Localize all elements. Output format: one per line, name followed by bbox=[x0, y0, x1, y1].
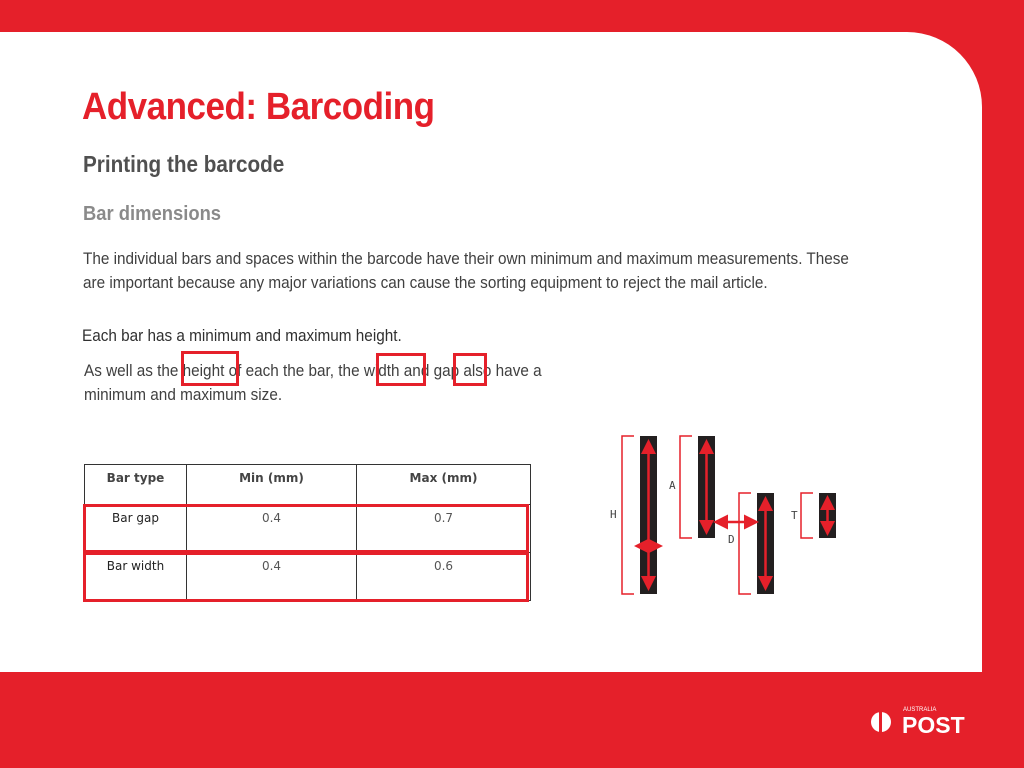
slide-title: Advanced: Barcoding bbox=[82, 86, 435, 128]
a-bracket bbox=[680, 436, 692, 538]
h-bracket bbox=[622, 436, 634, 594]
logo-small-text: AUSTRALIA bbox=[903, 707, 937, 713]
logo-main-text: POST bbox=[902, 712, 965, 738]
label-d: D bbox=[728, 533, 735, 546]
highlight-gap bbox=[453, 353, 487, 386]
highlight-width bbox=[376, 353, 426, 386]
highlight-row-bar-gap bbox=[83, 504, 529, 553]
highlight-height bbox=[181, 351, 239, 386]
height-paragraph: Each bar has a minimum and maximum height. bbox=[82, 326, 402, 345]
table-header-cell: Min (mm) bbox=[187, 465, 357, 505]
table-cell: 0.4 bbox=[187, 505, 357, 553]
table-cell: Bar width bbox=[85, 553, 187, 601]
highlight-row-bar-width bbox=[83, 552, 529, 602]
bar-dimension-diagram bbox=[600, 430, 840, 605]
t-bracket bbox=[801, 493, 813, 538]
table-cell: 0.4 bbox=[187, 553, 357, 601]
table-cell: Bar gap bbox=[85, 505, 187, 553]
table-cell: 0.6 bbox=[357, 553, 531, 601]
table-header-row bbox=[85, 465, 531, 505]
slide-subtitle: Printing the barcode bbox=[83, 151, 285, 177]
label-a: A bbox=[669, 479, 676, 492]
intro-paragraph: The individual bars and spaces within the barcode have their own minimum and maximum measurements. These are important because any major variations can cause the sorting equipment to reject the mail article. bbox=[83, 249, 849, 292]
d-bracket bbox=[739, 493, 751, 594]
label-h: H bbox=[610, 508, 617, 521]
section-heading: Bar dimensions bbox=[83, 203, 222, 225]
label-t: T bbox=[791, 509, 798, 522]
table-header-cell: Max (mm) bbox=[357, 465, 531, 505]
table-header-cell: Bar type bbox=[85, 465, 187, 505]
size-paragraph: As well as the height of each the bar, the width and gap also have a minimum and maximum size. bbox=[84, 361, 542, 404]
australia-post-logo bbox=[870, 704, 980, 738]
table-cell: 0.7 bbox=[357, 505, 531, 553]
